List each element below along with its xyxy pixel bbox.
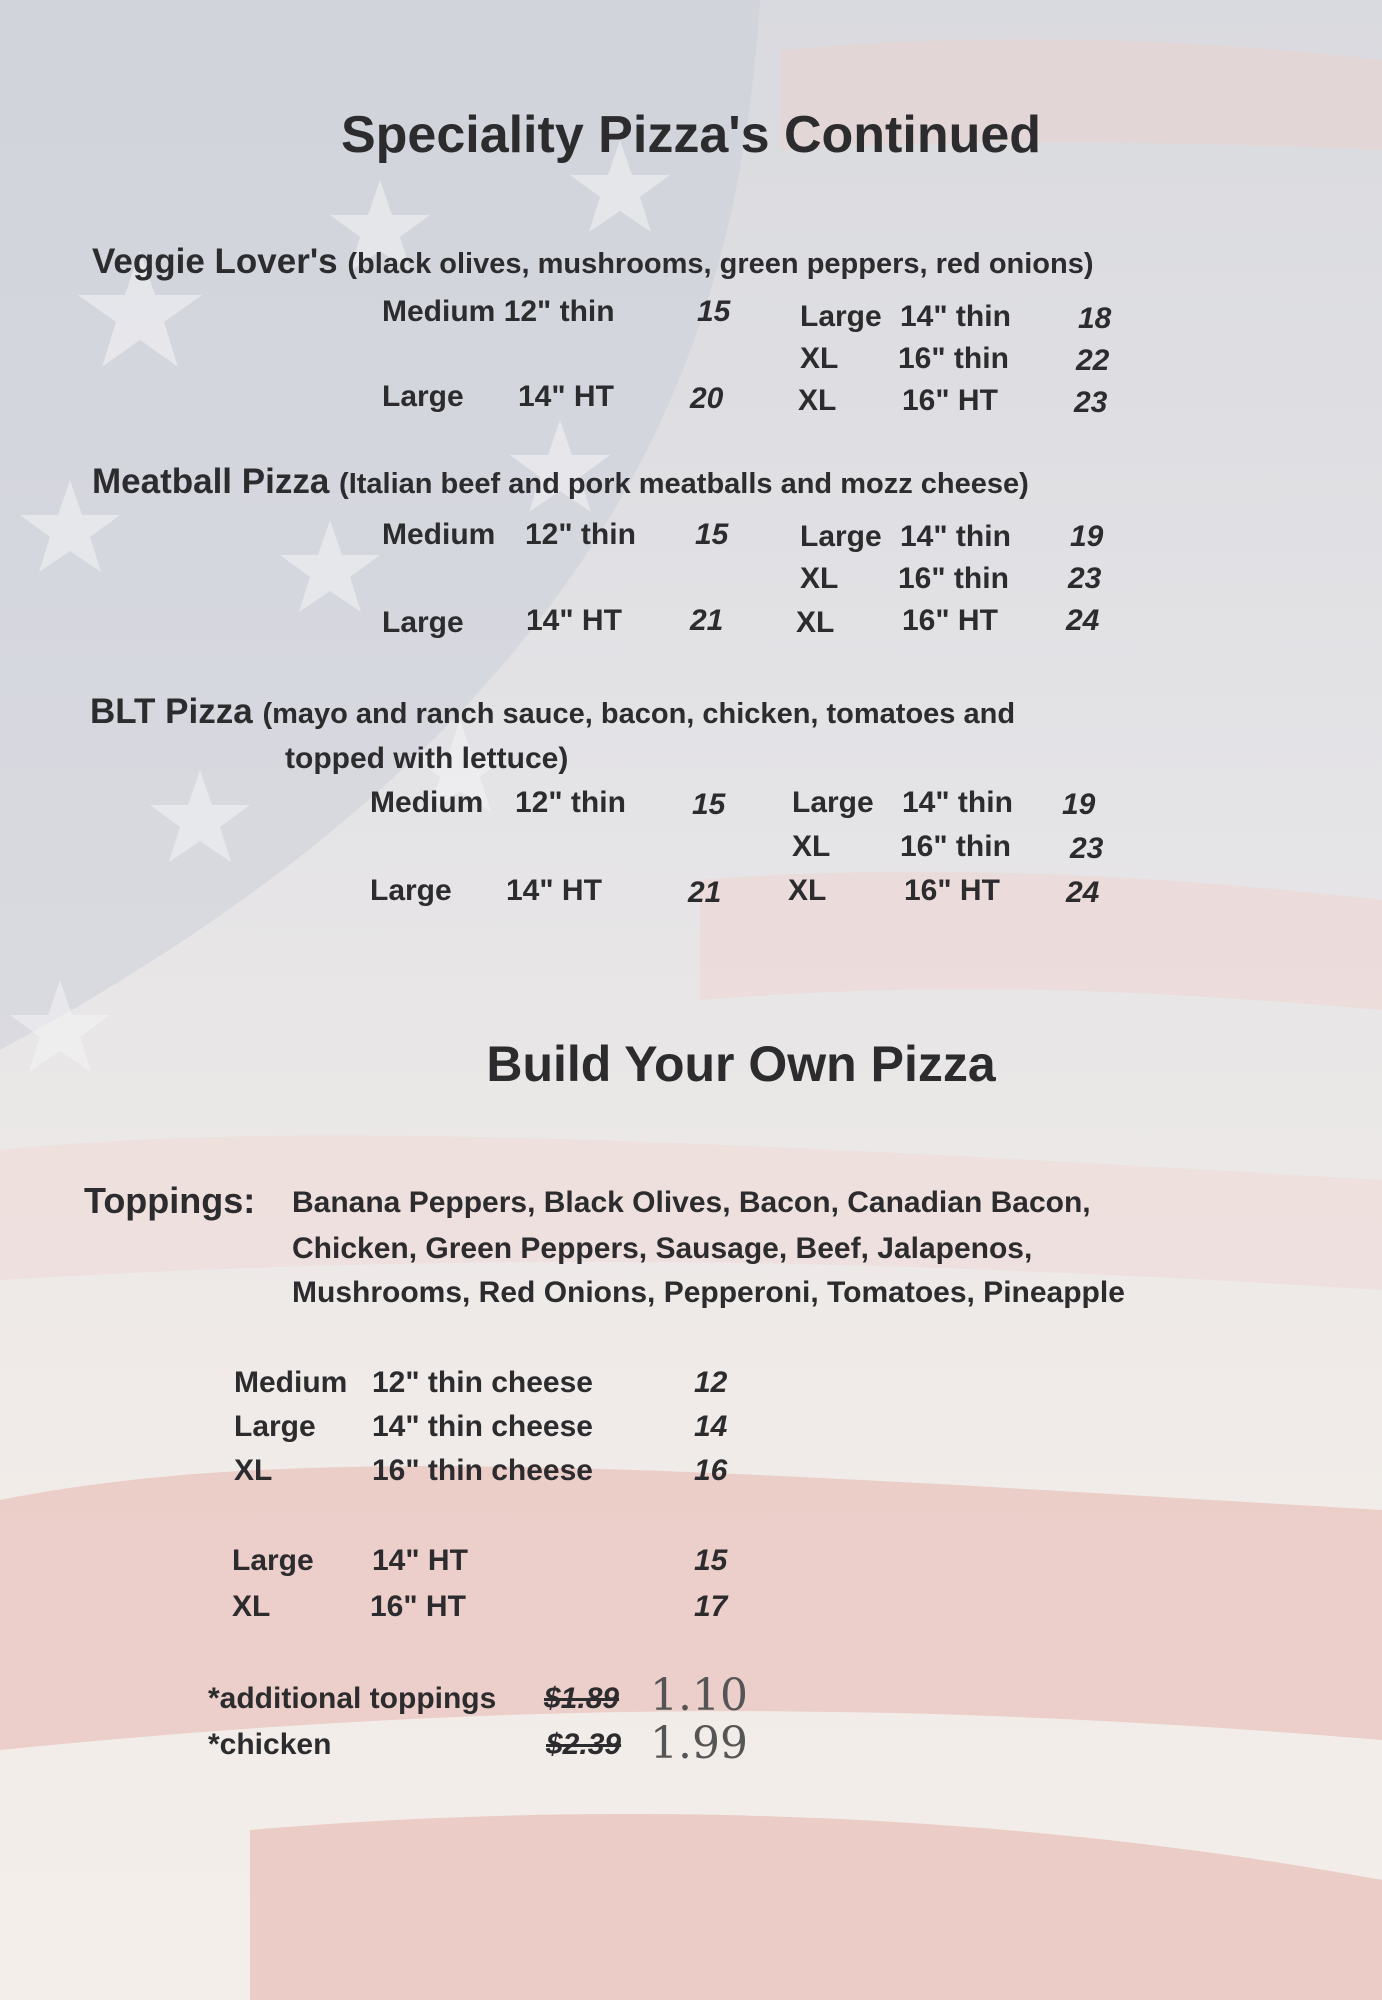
size-desc: 16" HT	[904, 874, 1000, 907]
old-price: $1.89	[544, 1682, 620, 1715]
price: 12	[694, 1366, 728, 1399]
size-desc: 16" HT	[370, 1590, 466, 1623]
price: 15	[695, 518, 729, 551]
extra-label: *additional toppings	[208, 1682, 497, 1715]
size-desc: 16" HT	[902, 604, 998, 637]
item-name: Meatball Pizza	[92, 462, 330, 501]
price: 19	[1070, 520, 1104, 553]
size-desc: 16" thin	[898, 562, 1009, 595]
size-desc: 14" HT	[372, 1544, 468, 1577]
toppings-line: Chicken, Green Peppers, Sausage, Beef, Jalapenos,	[292, 1232, 1033, 1265]
size-desc: 12" thin cheese	[372, 1366, 593, 1399]
size-label: Large	[370, 874, 452, 907]
price: 21	[688, 876, 722, 909]
size-desc: 14" thin	[902, 786, 1013, 819]
size-label: Large	[800, 520, 882, 553]
size-desc: 14" HT	[518, 380, 614, 413]
size-desc: 16" HT	[902, 384, 998, 417]
size-label: Medium	[370, 786, 484, 819]
size-label: XL	[796, 606, 835, 639]
item-name: BLT Pizza	[90, 692, 253, 731]
price: 20	[690, 382, 724, 415]
item-description: (black olives, mushrooms, green peppers, red onions)	[347, 248, 1094, 280]
size-desc: 16" thin	[898, 342, 1009, 375]
blt-pizza-heading	[90, 692, 1015, 732]
toppings-line: Mushrooms, Red Onions, Pepperoni, Tomatoes, Pineapple	[292, 1276, 1125, 1309]
item-description: (Italian beef and pork meatballs and mozz cheese)	[339, 468, 1029, 500]
toppings-label: Toppings:	[84, 1180, 256, 1221]
handwritten-new-price: 1.10	[650, 1670, 748, 1721]
size-desc: 14" HT	[506, 874, 602, 907]
price: 23	[1070, 832, 1104, 865]
item-description-cont: topped with lettuce)	[285, 742, 569, 775]
price: 17	[694, 1590, 728, 1623]
price: 16	[694, 1454, 728, 1487]
size-label: Large	[232, 1544, 314, 1577]
size-label: Large	[382, 380, 464, 413]
handwritten-new-price: 1.99	[650, 1718, 748, 1769]
price: 24	[1066, 876, 1100, 909]
price: 24	[1066, 604, 1100, 637]
price: 15	[697, 295, 731, 328]
size-desc: 14" thin	[900, 300, 1011, 333]
item-name: Veggie Lover's	[92, 242, 338, 281]
size-label: Large	[800, 300, 882, 333]
size-label: XL	[792, 830, 831, 863]
size-label: XL	[234, 1454, 273, 1487]
size-label: XL	[800, 342, 839, 375]
veggie-lovers-heading	[92, 242, 1094, 282]
price: 23	[1068, 562, 1102, 595]
meatball-pizza-heading	[92, 462, 1029, 502]
size-label: XL	[788, 874, 827, 907]
size-label: Large	[382, 606, 464, 639]
price: 18	[1078, 302, 1112, 335]
size-label: XL	[798, 384, 837, 417]
size-desc: 12" thin	[515, 786, 626, 819]
size-desc: 12" thin	[503, 295, 615, 328]
size-desc: 16" thin	[900, 830, 1011, 863]
price: 15	[694, 1544, 728, 1577]
extra-label: *chicken	[208, 1728, 332, 1761]
toppings-line: Banana Peppers, Black Olives, Bacon, Canadian Bacon,	[292, 1186, 1091, 1219]
size-desc: 16" thin cheese	[372, 1454, 593, 1487]
build-your-own-title: Build Your Own Pizza	[486, 1036, 996, 1092]
size-label: XL	[232, 1590, 271, 1623]
veggie-medium-row	[382, 295, 615, 329]
price: 19	[1062, 788, 1096, 821]
size-label: Medium	[382, 518, 496, 551]
size-desc: 12" thin	[525, 518, 636, 551]
size-desc: 14" thin cheese	[372, 1410, 593, 1443]
size-label: Large	[234, 1410, 316, 1443]
price: 22	[1076, 344, 1110, 377]
size-desc: 14" thin	[900, 520, 1011, 553]
price: 23	[1074, 386, 1108, 419]
item-description: (mayo and ranch sauce, bacon, chicken, tomatoes and	[262, 698, 1016, 730]
old-price: $2.39	[546, 1728, 622, 1761]
price: 21	[690, 604, 724, 637]
price: 14	[694, 1410, 728, 1443]
size-label: Medium	[234, 1366, 348, 1399]
size-label: XL	[800, 562, 839, 595]
price: 15	[692, 788, 726, 821]
size-label: Large	[792, 786, 874, 819]
size-desc: 14" HT	[526, 604, 622, 637]
size-label: Medium	[382, 295, 496, 328]
page-title: Speciality Pizza's Continued	[340, 106, 1042, 164]
